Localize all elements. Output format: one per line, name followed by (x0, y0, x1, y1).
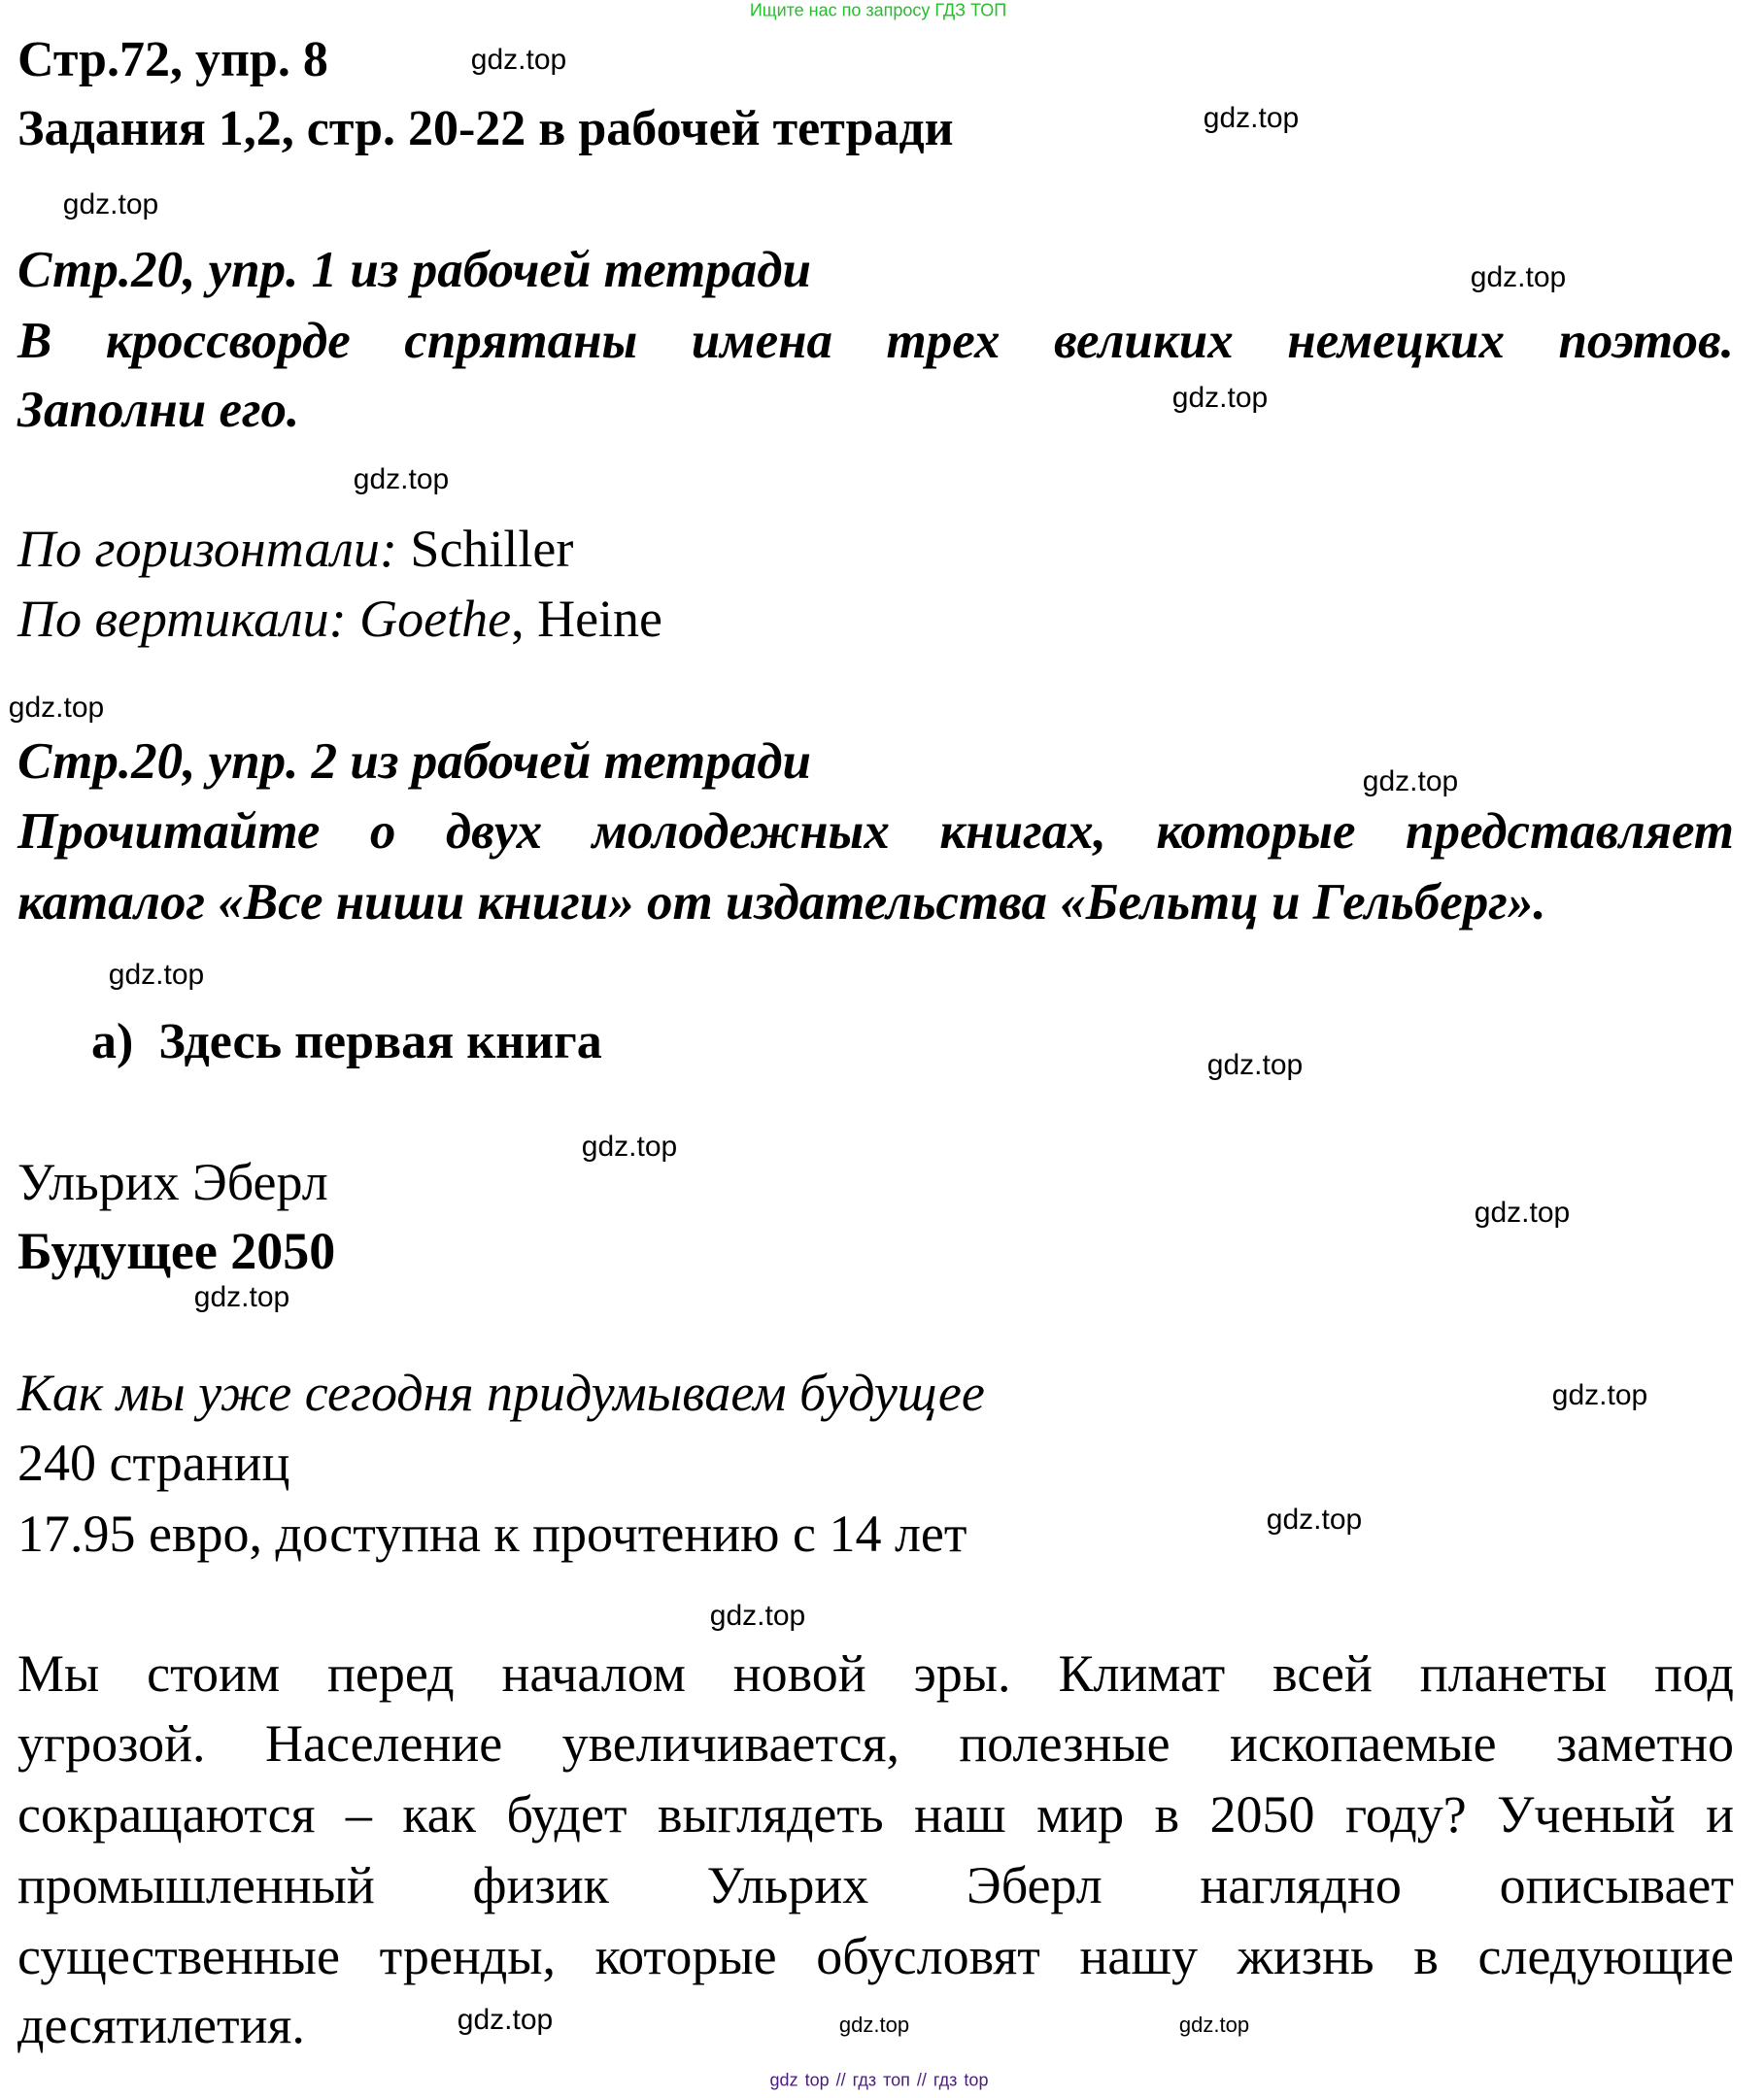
watermark-text: gdz.top (1171, 382, 1269, 414)
watermark-text: gdz.top (8, 692, 105, 724)
exercise1-task-line: Заполни его. (17, 382, 300, 438)
answer-horizontal (17, 520, 574, 578)
watermark-text: gdz.top (1362, 765, 1459, 797)
vertical-answer-heine: , Heine (511, 590, 663, 648)
watermark-text: gdz.top (1178, 2013, 1250, 2037)
watermark-text: gdz.top (108, 959, 205, 991)
watermark-text: gdz.top (470, 44, 567, 76)
watermark-text: gdz.top (709, 1600, 806, 1632)
watermark-text: gdz.top (193, 1281, 290, 1313)
watermark-text: gdz.top (1206, 1049, 1304, 1081)
watermark-text: gdz.top (62, 188, 159, 220)
exercise2-task-line: каталог «Все ниши книги» от издательства «Бельтц и Гельберг». (17, 874, 1546, 931)
book-subtitle: Как мы уже сегодня придумываем будущее (17, 1364, 985, 1422)
book-pages: 240 страниц (17, 1434, 290, 1492)
book-author: Ульрих Эберл (17, 1153, 328, 1211)
book-subheading: а) Здесь первая книга (91, 1014, 602, 1069)
bottom-banner: gdz top // гдз топ // гдз top (769, 2070, 989, 2090)
watermark-text: gdz.top (1551, 1379, 1648, 1411)
tasks-heading: Задания 1,2, стр. 20-22 в рабочей тетради (17, 101, 954, 156)
exercise2-task-line: Прочитайте о двух молодежных книгах, которые представляет (17, 803, 1734, 860)
book-title: Будущее 2050 (17, 1222, 336, 1280)
horizontal-answer: Schiller (410, 520, 574, 578)
exercise1-title: Стр.20, упр. 1 из рабочей тетради (17, 242, 812, 298)
paragraph-line: угрозой. Население увеличивается, полезные ископаемые заметно (17, 1714, 1734, 1773)
paragraph-line: Мы стоим перед началом новой эры. Климат всей планеты под (17, 1644, 1734, 1703)
watermark-text: gdz.top (838, 2013, 910, 2037)
watermark-text: gdz.top (353, 463, 450, 495)
paragraph-line: промышленный физик Ульрих Эберл наглядно описывает (17, 1856, 1734, 1914)
watermark-text: gdz.top (1474, 1197, 1571, 1229)
book-price: 17.95 евро, доступна к прочтению с 14 лет (17, 1505, 967, 1563)
watermark-text: gdz.top (457, 2004, 554, 2036)
paragraph-line: сокращаются – как будет выглядеть наш мир в 2050 году? Ученый и (17, 1785, 1734, 1844)
top-banner: Ищите нас по запросу ГДЗ ТОП (749, 0, 1007, 20)
vertical-label: По вертикали: (17, 590, 347, 648)
paragraph-line: десятилетия. (17, 1996, 305, 2054)
watermark-text: gdz.top (1266, 1504, 1363, 1536)
page-heading: Стр.72, упр. 8 (17, 32, 328, 87)
exercise1-task-line: В кроссворде спрятаны имена трех великих немецких поэтов. (17, 313, 1734, 369)
watermark-text: gdz.top (1203, 102, 1300, 134)
answer-vertical (17, 590, 663, 648)
vertical-answer-goethe: Goethe (359, 590, 512, 648)
watermark-text: gdz.top (581, 1131, 678, 1163)
paragraph-line: существенные тренды, которые обусловят нашу жизнь в следующие (17, 1927, 1734, 1985)
horizontal-label: По горизонтали: (17, 520, 397, 578)
watermark-text: gdz.top (1470, 261, 1567, 293)
exercise2-title: Стр.20, упр. 2 из рабочей тетради (17, 733, 812, 790)
